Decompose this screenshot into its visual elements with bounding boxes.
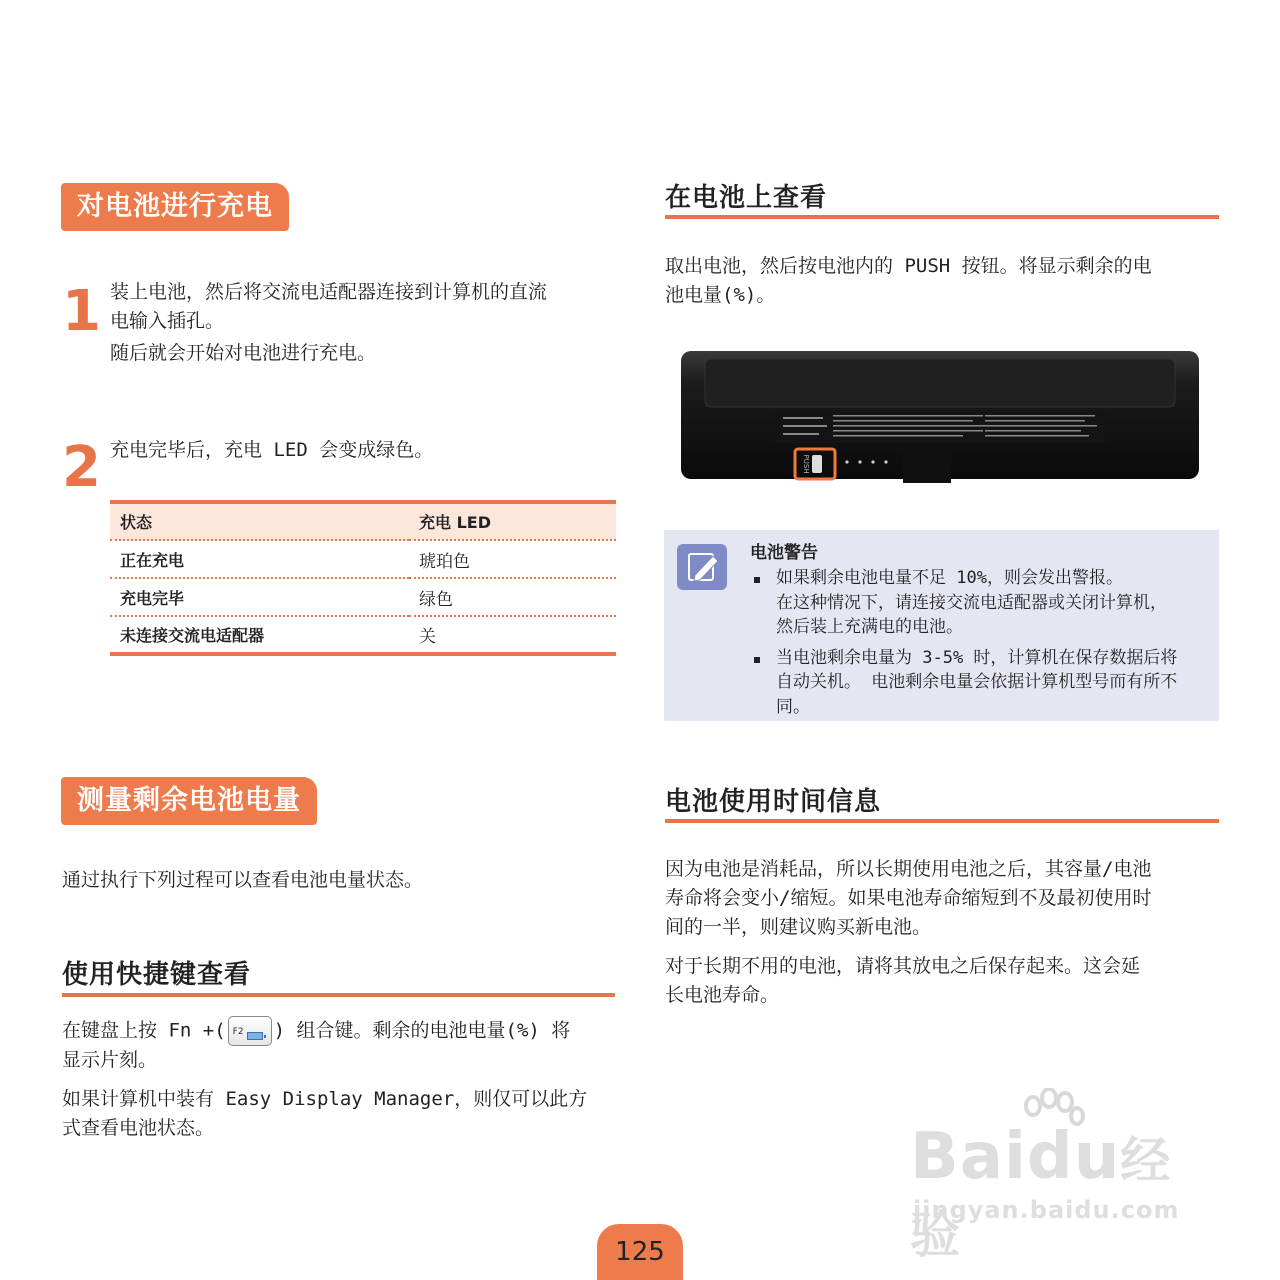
section-title-charging: 对电池进行充电 <box>61 183 289 231</box>
battery-image <box>675 345 1205 490</box>
charge-status-table <box>110 500 616 656</box>
shortcut-paragraph-1: 在键盘上按 Fn +( F2 ) 组合键。剩余的电池电量(%) 将 显示片刻。 <box>62 1016 622 1075</box>
table-cell-led: 关 <box>419 627 436 647</box>
heading-on-battery: 在电池上查看 <box>665 183 828 213</box>
lifetime-paragraph-2: 对于长期不用的电池，请将其放电之后保存起来。这会延 长电池寿命。 <box>665 955 1141 1006</box>
svg-text:PUSH: PUSH <box>802 454 810 474</box>
step-number-2: 2 <box>62 435 101 500</box>
table-cell-led: 琥珀色 <box>419 551 470 572</box>
table-cell-led: 绿色 <box>419 589 453 610</box>
warning-list <box>750 566 1220 725</box>
table-header-cell: 状态 <box>120 513 153 532</box>
section-title-measure: 测量剩余电池电量 <box>61 777 317 825</box>
lifetime-paragraph-1: 因为电池是消耗品，所以长期使用电池之后，其容量/电池 寿命将会变小/缩短。如果电池寿命缩短到不及最初使用时 间的一半，则建议购买新电池。 <box>665 858 1152 938</box>
list-item: 如果剩余电池电量不足 10%，则会发出警报。 在这种情况下，请连接交流电适配器或关闭计算机， 然后装上充满电的电池。 <box>750 566 1220 640</box>
table-row <box>110 578 616 616</box>
heading-rule <box>665 215 1219 219</box>
table-cell-state: 正在充电 <box>120 550 185 570</box>
step-2-text: 充电完毕后，充电 LED 会变成绿色。 <box>110 439 434 461</box>
heading-rule <box>62 993 615 997</box>
heading-lifetime: 电池使用时间信息 <box>665 787 882 817</box>
pencil-note-icon <box>677 544 727 590</box>
f2-battery-key-icon: F2 <box>228 1016 272 1046</box>
heading-rule <box>665 819 1219 823</box>
list-item: 当电池剩余电量为 3-5% 时，计算机在保存数据后将 自动关机。 电池剩余电量会依据计算机型号而有所不 同。 <box>750 646 1220 720</box>
page-number: 125 <box>597 1224 683 1280</box>
measure-intro: 通过执行下列过程可以查看电池电量状态。 <box>62 869 424 891</box>
warning-title: 电池警告 <box>750 543 818 563</box>
step-number-1: 1 <box>62 279 101 344</box>
table-row <box>110 540 616 578</box>
baidu-watermark: Baidu经验 jingyan.baidu.com <box>905 1088 1205 1228</box>
table-cell-state: 未连接交流电适配器 <box>120 626 265 645</box>
table-row <box>110 616 616 654</box>
table-header-cell: 充电 LED <box>419 513 491 532</box>
heading-shortcut: 使用快捷键查看 <box>62 960 252 990</box>
shortcut-paragraph-2: 如果计算机中装有 Easy Display Manager，则仅可以此方 式查看电池状态。 <box>62 1088 588 1139</box>
table-header-row <box>110 502 616 540</box>
step-1-text: 装上电池，然后将交流电适配器连接到计算机的直流 电输入插孔。 随后就会开始对电池进行充电。 <box>110 281 548 364</box>
on-battery-text: 取出电池，然后按电池内的 PUSH 按钮。将显示剩余的电 池电量(%)。 <box>665 255 1152 306</box>
table-cell-state: 充电完毕 <box>120 588 185 608</box>
